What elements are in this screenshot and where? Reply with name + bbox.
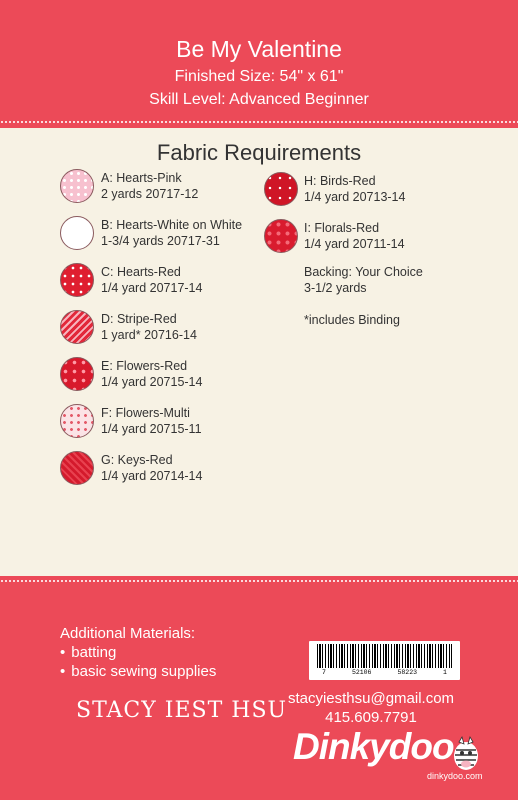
backing-note xyxy=(304,264,423,296)
fabric-c-name: C: Hearts-Red xyxy=(101,265,181,279)
barcode-digits xyxy=(309,669,460,676)
zebra-mascot-icon xyxy=(450,736,482,774)
binding-note: *includes Binding xyxy=(304,313,400,327)
backing-line-2: 3-1/2 yards xyxy=(304,281,367,295)
fabric-g-label xyxy=(101,452,202,484)
fabric-a-name: A: Hearts-Pink xyxy=(101,171,182,185)
fabric-i-label xyxy=(304,220,405,252)
swatch-e-flowers-red xyxy=(60,357,94,391)
fabric-c-qty: 1/4 yard 20717-14 xyxy=(101,281,203,295)
pattern-title: Be My Valentine xyxy=(176,36,342,62)
fabric-d-name: D: Stripe-Red xyxy=(101,312,177,326)
fabric-g-name: G: Keys-Red xyxy=(101,453,173,467)
fabric-e-qty: 1/4 yard 20715-14 xyxy=(101,375,203,389)
fabric-requirements-panel xyxy=(0,128,518,576)
materials-item-batting: • batting xyxy=(60,643,216,662)
swatch-d-stripe-red xyxy=(60,310,94,344)
backing-line-1: Backing: Your Choice xyxy=(304,265,423,279)
barcode-digit-group: 58223 xyxy=(397,669,418,676)
header-band xyxy=(0,0,518,118)
contact-phone: 415.609.7791 xyxy=(325,709,417,726)
fabric-i-name: I: Florals-Red xyxy=(304,221,380,235)
fabric-h-name: H: Birds-Red xyxy=(304,174,376,188)
fabric-f-label xyxy=(101,405,202,437)
brand-url[interactable]: dinkydoo.com xyxy=(427,771,483,781)
fabric-a-qty: 2 yards 20717-12 xyxy=(101,187,199,201)
swatch-f-flowers-multi xyxy=(60,404,94,438)
additional-materials xyxy=(60,624,216,681)
swatch-b-hearts-white xyxy=(60,216,94,250)
fabric-b-name: B: Hearts-White on White xyxy=(101,218,243,232)
materials-item-sewing-supplies: • basic sewing supplies xyxy=(60,662,216,681)
materials-title: Additional Materials: xyxy=(60,625,196,642)
barcode xyxy=(309,641,460,680)
fabric-i-qty: 1/4 yard 20711-14 xyxy=(304,237,405,251)
fabric-requirements-title: Fabric Requirements xyxy=(156,140,362,165)
fabric-h-qty: 1/4 yard 20713-14 xyxy=(304,190,406,204)
fabric-d-qty: 1 yard* 20716-14 xyxy=(101,328,197,342)
swatch-a-hearts-pink xyxy=(60,169,94,203)
fabric-c-label xyxy=(101,264,202,296)
designer-signature: STACY IEST HSU xyxy=(76,698,288,723)
skill-level: Skill Level: Advanced Beginner xyxy=(149,91,369,108)
fabric-b-label xyxy=(101,217,242,249)
fabric-f-qty: 1/4 yard 20715-11 xyxy=(101,422,202,436)
swatch-g-keys-red xyxy=(60,451,94,485)
fabric-f-name: F: Flowers-Multi xyxy=(101,406,190,420)
fabric-h-label xyxy=(304,173,405,205)
barcode-digit-group: 52106 xyxy=(351,669,372,676)
fabric-d-label xyxy=(101,311,197,343)
dinkydoo-logo: Dinkydoo xyxy=(293,726,454,767)
swatch-i-florals-red xyxy=(264,219,298,253)
swatch-c-hearts-red xyxy=(60,263,94,297)
dotted-divider-bottom xyxy=(0,580,518,582)
barcode-digit-group: 1 xyxy=(443,669,447,676)
finished-size: Finished Size: 54" x 61" xyxy=(174,68,344,85)
barcode-digit-group: 7 xyxy=(322,669,326,676)
fabric-b-qty: 1-3/4 yards 20717-31 xyxy=(101,234,220,248)
fabric-e-name: E: Flowers-Red xyxy=(101,359,188,373)
fabric-e-label xyxy=(101,358,202,390)
fabric-a-label xyxy=(101,170,198,202)
barcode-bars xyxy=(317,644,452,668)
fabric-g-qty: 1/4 yard 20714-14 xyxy=(101,469,203,483)
contact-email[interactable]: stacyiesthsu@gmail.com xyxy=(287,690,455,707)
dotted-divider-top xyxy=(0,121,518,123)
swatch-h-birds-red xyxy=(264,172,298,206)
